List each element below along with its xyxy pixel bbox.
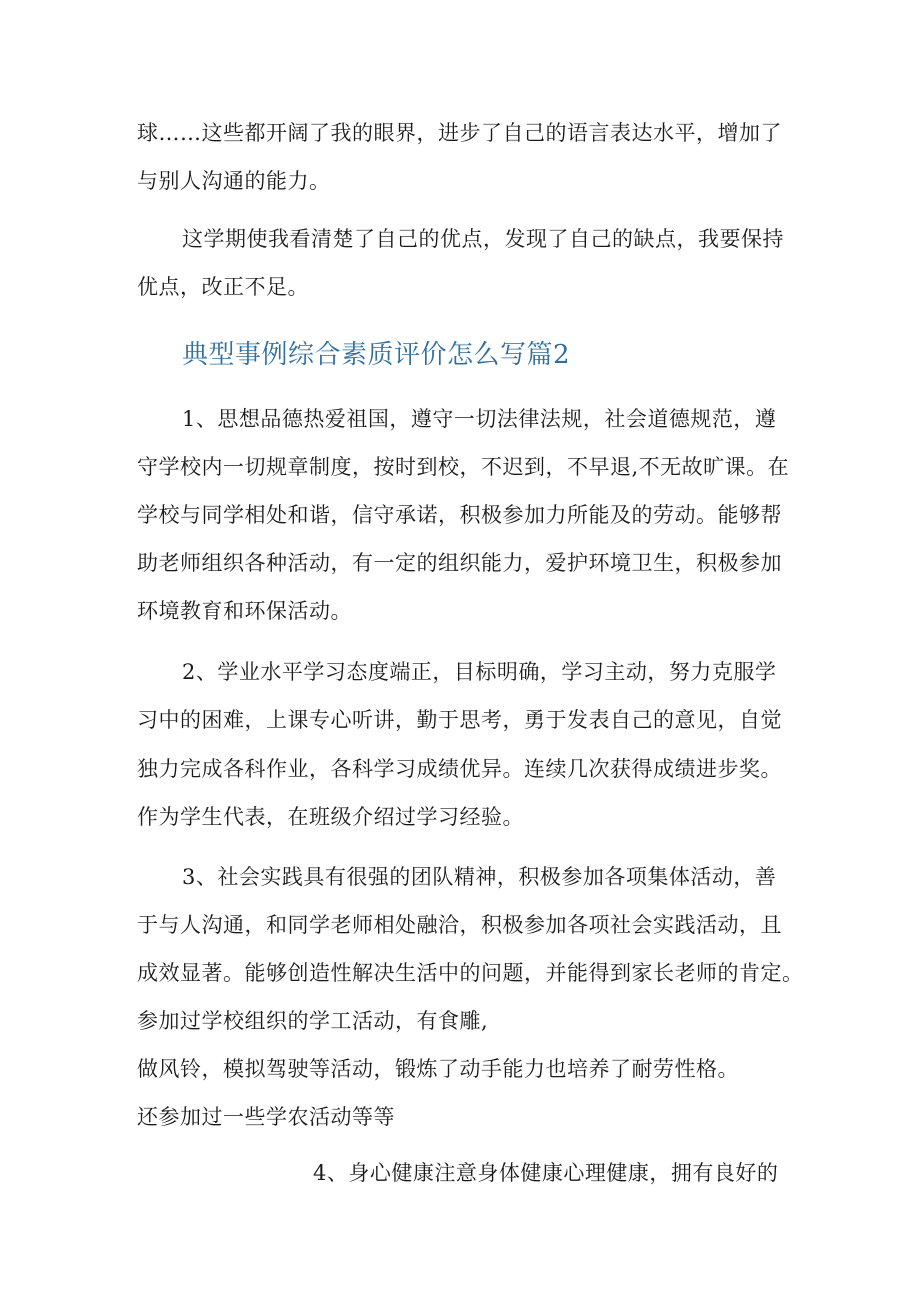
paragraph-line: 还参加过一些学农活动等等 bbox=[137, 1105, 395, 1129]
paragraph-line: 优点，改正不足。 bbox=[137, 275, 309, 299]
paragraph-line: 这学期使我看清楚了自己的优点，发现了自己的缺点，我要保持 bbox=[182, 227, 784, 251]
section-heading: 典型事例综合素质评价怎么写篇2 bbox=[182, 340, 571, 370]
paragraph-line: 球……这些都开阔了我的眼界，进步了自己的语言表达水平，增加了 bbox=[137, 121, 782, 145]
paragraph-line: 习中的困难，上课专心听讲，勤于思考，勇于发表自己的意见，自觉 bbox=[137, 708, 782, 732]
paragraph-line: 3、社会实践具有很强的团队精神，积极参加各项集体活动，善 bbox=[182, 865, 777, 889]
paragraph-line: 成效显著。能够创造性解决生活中的问题，并能得到家长老师的肯定。 bbox=[137, 961, 804, 985]
paragraph-line: 守学校内一切规章制度，按时到校，不迟到，不早退,不无故旷课。在 bbox=[137, 455, 790, 479]
paragraph-line: 独力完成各科作业，各科学习成绩优异。连续几次获得成绩进步奖。 bbox=[137, 757, 782, 781]
paragraph-line: 4、身心健康注意身体健康心理健康，拥有良好的 bbox=[313, 1161, 779, 1185]
paragraph-line: 于与人沟通，和同学老师相处融洽，积极参加各项社会实践活动，且 bbox=[137, 913, 782, 937]
paragraph-line: 环境教育和环保活动。 bbox=[137, 599, 352, 623]
paragraph-line: 与别人沟通的能力。 bbox=[137, 169, 331, 193]
paragraph-line: 学校与同学相处和谐，信守承诺，积极参加力所能及的劳动。能够帮 bbox=[137, 503, 782, 527]
paragraph-line: 1、思想品德热爱祖国，遵守一切法律法规，社会道德规范，遵 bbox=[182, 407, 777, 431]
paragraph-line: 参加过学校组织的学工活动，有食雕, bbox=[137, 1009, 489, 1033]
paragraph-line: 做风铃，模拟驾驶等活动，锻炼了动手能力也培养了耐劳性格。 bbox=[137, 1057, 739, 1081]
paragraph-line: 作为学生代表，在班级介绍过学习经验。 bbox=[137, 805, 524, 829]
paragraph-line: 2、学业水平学习态度端正，目标明确，学习主动，努力克服学 bbox=[182, 660, 777, 684]
paragraph-line: 助老师组织各种活动，有一定的组织能力，爱护环境卫生，积极参加 bbox=[137, 551, 782, 575]
